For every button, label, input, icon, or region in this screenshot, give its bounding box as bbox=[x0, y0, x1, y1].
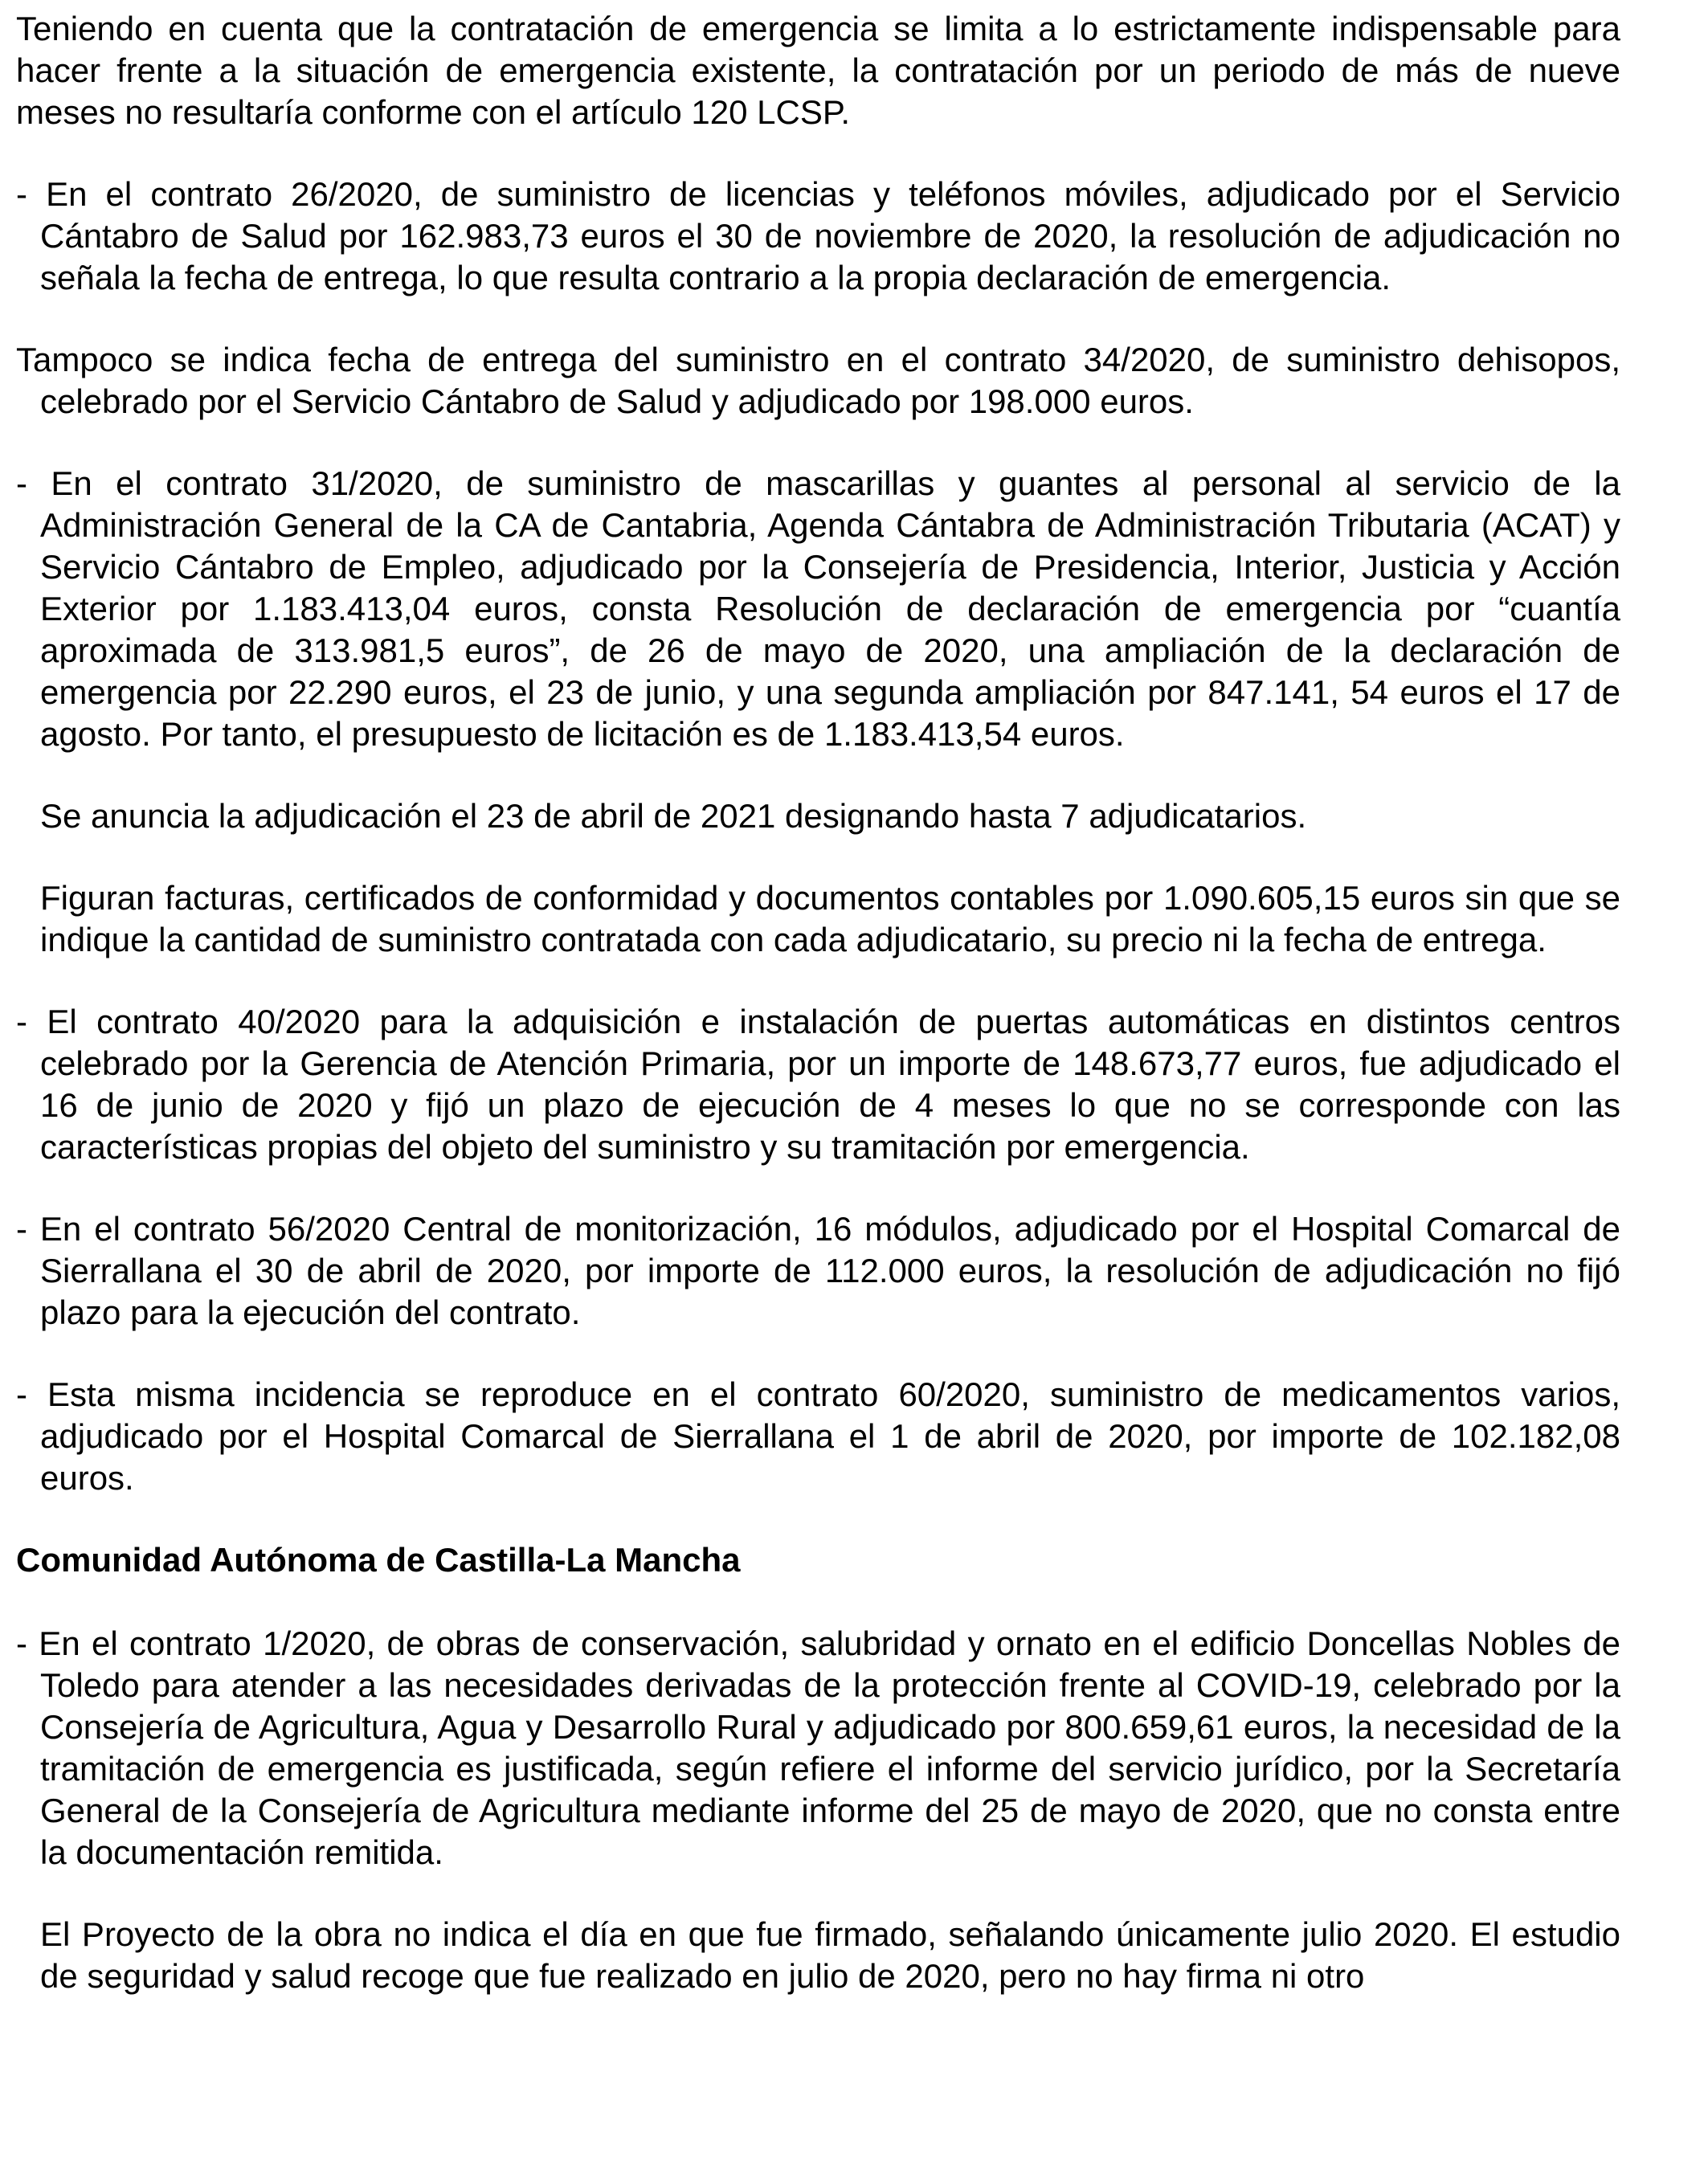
paragraph-contract-26-2020: - En el contrato 26/2020, de suministro de licencias y teléfonos móviles, adjudicado por el Servicio Cántabro de Salud por 162.983,73 euros el 30 de noviembre de 2020, la resolución de adjudicación no señala la fecha de entrega, lo que resulta contrario a la propia declaración de emergencia. bbox=[16, 175, 1620, 296]
paragraph-contract-60-2020: - Esta misma incidencia se reproduce en el contrato 60/2020, suministro de medicamentos varios, adjudicado por el Hospital Comarcal de Sierrallana el 1 de abril de 2020, por importe de 102.182,08 euros. bbox=[16, 1375, 1620, 1497]
paragraph-contract-1-2020: - En el contrato 1/2020, de obras de conservación, salubridad y ornato en el edificio Doncellas Nobles de Toledo para atender a las necesidades derivadas de la protección frente al COVID-19, celebrado por la Consejería de Agricultura, Agua y Desarrollo Rural y adjudicado por 800.659,61 euros, la necesidad de la tramitación de emergencia es justificada, según refiere el informe del servicio jurídico, por la Secretaría General de la Consejería de Agricultura mediante informe del 25 de mayo de 2020, que no consta entre la documentación remitida. bbox=[16, 1624, 1620, 1871]
paragraph-adjudication-announcement: Se anuncia la adjudicación el 23 de abril de 2021 designando hasta 7 adjudicatarios. bbox=[40, 797, 1307, 835]
paragraph-contract-31-2020: - En el contrato 31/2020, de suministro de mascarillas y guantes al personal al servicio de la Administración General de la CA de Cantabria, Agenda Cántabra de Administración Tributaria (ACAT) y Servicio Cántabro de Empleo, adjudicado por la Consejería de Presidencia, Interior, Justicia y Acción Exterior por 1.183.413,04 euros, consta Resolución de declaración de emergencia por “cuantía aproximada de 313.981,5 euros”, de 26 de mayo de 2020, una ampliación de la declaración de emergencia por 22.290 euros, el 23 de junio, y una segunda ampliación por 847.141, 54 euros el 17 de agosto. Por tanto, el presupuesto de licitación es de 1.183.413,54 euros. bbox=[16, 464, 1620, 753]
paragraph-invoices: Figuran facturas, certificados de conformidad y documentos contables por 1.090.605,15 euros sin que se indique la cantidad de suministro contratada con cada adjudicatario, su precio ni la fecha de entrega. bbox=[40, 879, 1620, 958]
paragraph-emergency-duration: Teniendo en cuenta que la contratación de emergencia se limita a lo estrictamente indispensable para hacer frente a la situación de emergencia existente, la contratación por un periodo de más de nueve meses no resultaría conforme con el artículo 120 LCSP. bbox=[16, 10, 1620, 131]
document-body bbox=[16, 8, 1620, 2037]
paragraph-contract-34-2020: Tampoco se indica fecha de entrega del suministro en el contrato 34/2020, de suministro dehisopos, celebrado por el Servicio Cántabro de Salud y adjudicado por 198.000 euros. bbox=[16, 341, 1620, 420]
paragraph-contract-40-2020: - El contrato 40/2020 para la adquisición e instalación de puertas automáticas en distintos centros celebrado por la Gerencia de Atención Primaria, por un importe de 148.673,77 euros, fue adjudicado el 16 de junio de 2020 y fijó un plazo de ejecución de 4 meses lo que no se corresponde con las características propias del objeto del suministro y su tramitación por emergencia. bbox=[16, 1003, 1620, 1166]
paragraph-project-date: El Proyecto de la obra no indica el día en que fue firmado, señalando únicamente julio 2020. El estudio de seguridad y salud recoge que fue realizado en julio de 2020, pero no hay firma ni otro bbox=[40, 1915, 1620, 1995]
paragraph-contract-56-2020: - En el contrato 56/2020 Central de monitorización, 16 módulos, adjudicado por el Hospital Comarcal de Sierrallana el 30 de abril de 2020, por importe de 112.000 euros, la resolución de adjudicación no fijó plazo para la ejecución del contrato. bbox=[16, 1210, 1620, 1331]
section-heading: Comunidad Autónoma de Castilla-La Mancha bbox=[16, 1541, 741, 1579]
